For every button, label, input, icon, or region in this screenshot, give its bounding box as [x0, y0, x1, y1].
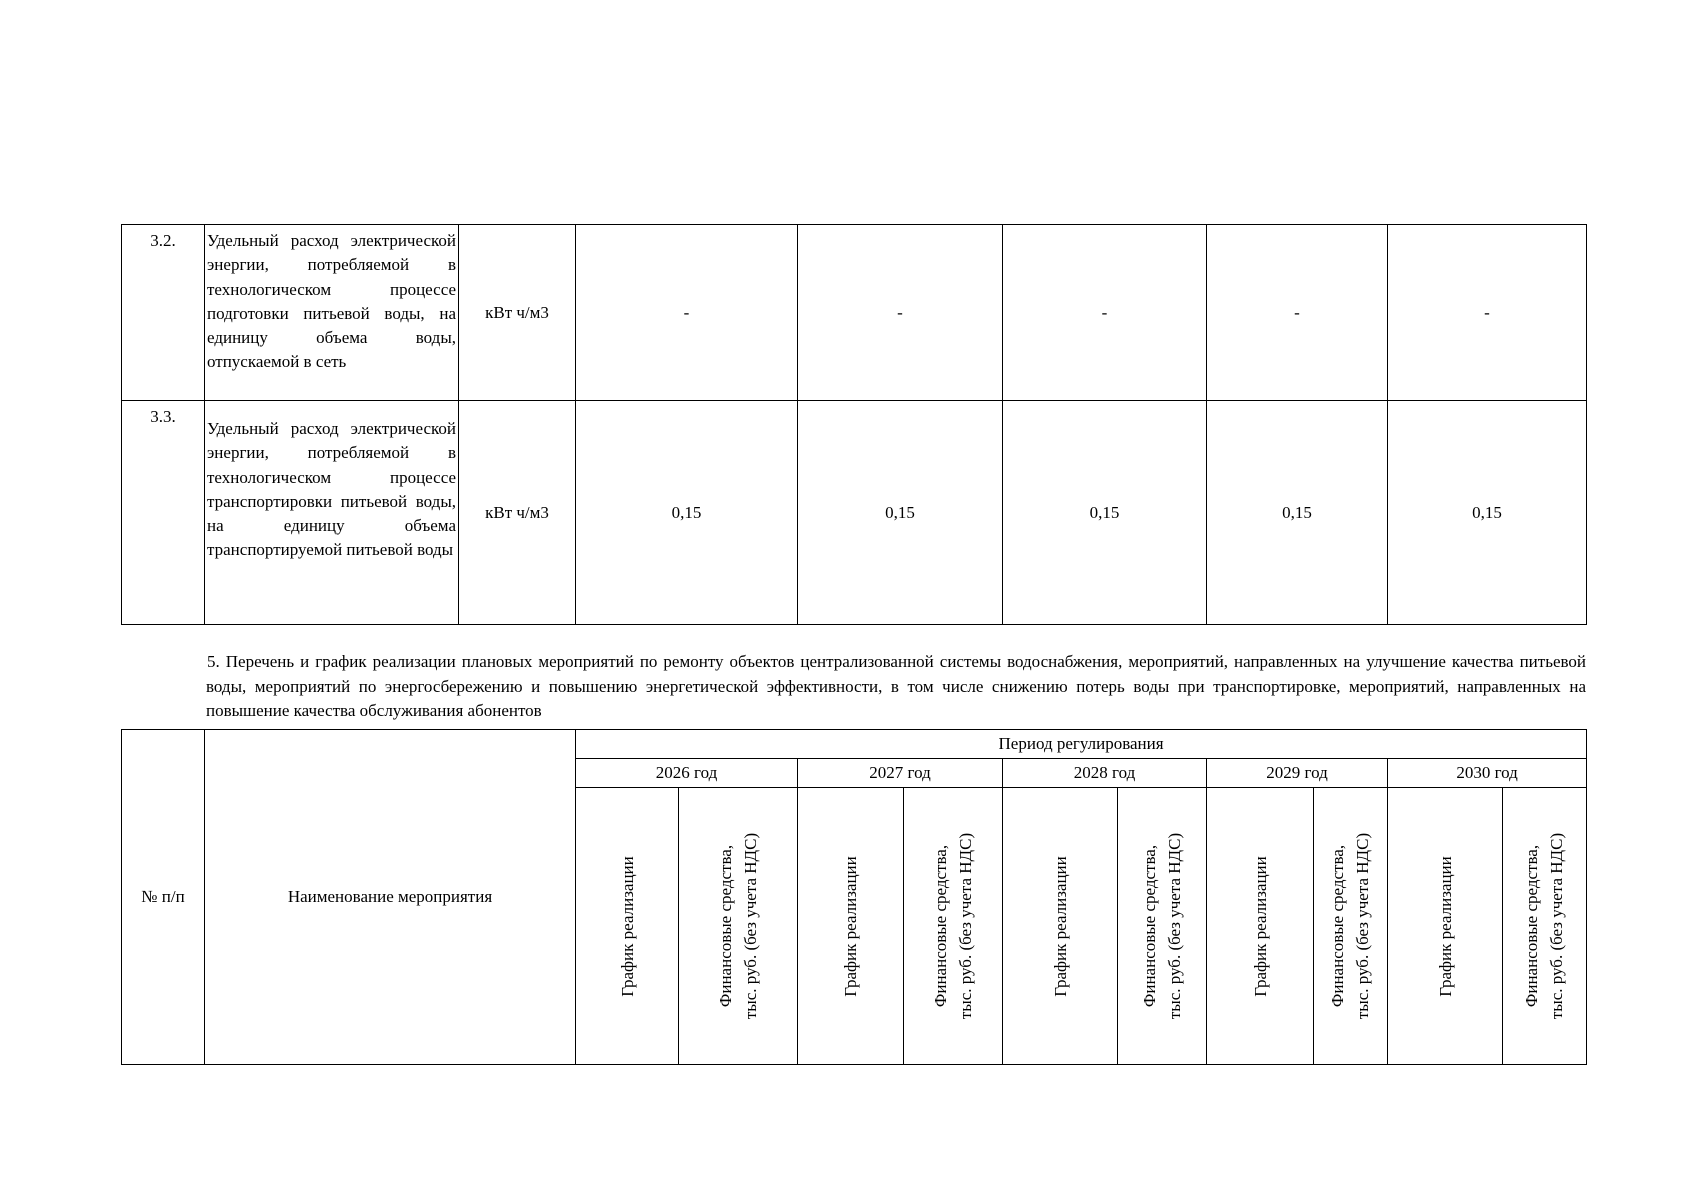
- value-cell: 0,15: [1003, 401, 1207, 625]
- value-cell: 0,15: [1388, 401, 1587, 625]
- year-header-2030: 2030 год: [1388, 759, 1587, 788]
- subheader-finance: Финансовые средства, тыс. руб. (без учета НДС): [904, 788, 1003, 1065]
- row-number: 3.3.: [122, 401, 205, 625]
- indicator-name: Удельный расход электрической энергии, потребляемой в технологическом процессе транспортировки питьевой воды, на единицу объема транспортируемой питьевой воды: [205, 401, 459, 625]
- value-cell: -: [576, 225, 798, 401]
- subheader-schedule: График реализации: [1207, 788, 1314, 1065]
- column-header-name: Наименование мероприятия: [205, 730, 576, 1065]
- year-header-2028: 2028 год: [1003, 759, 1207, 788]
- unit-cell: кВт ч/м3: [459, 401, 576, 625]
- column-header-number: № п/п: [122, 730, 205, 1065]
- indicators-table: [121, 224, 1587, 625]
- section-5-heading: 5. Перечень и график реализации плановых мероприятий по ремонту объектов централизованной системы водоснабжения, мероприятий, направленных на улучшение качества питьевой воды, мероприятий по энергосбережению и повышению энергетической эффективности, в том числе снижению потерь воды при транспортировке, мероприятий, направленных на повышение качества обслуживания абонентов: [206, 652, 1586, 720]
- unit-cell: кВт ч/м3: [459, 225, 576, 401]
- row-number: 3.2.: [122, 225, 205, 401]
- subheader-finance: Финансовые средства, тыс. руб. (без учета НДС): [679, 788, 798, 1065]
- subheader-schedule: График реализации: [576, 788, 679, 1065]
- indicator-name: Удельный расход электрической энергии, потребляемой в технологическом процессе подготовки питьевой воды, на единицу объема воды, отпускаемой в сеть: [205, 225, 459, 401]
- value-cell: -: [1207, 225, 1388, 401]
- year-header-2026: 2026 год: [576, 759, 798, 788]
- subheader-schedule: График реализации: [1003, 788, 1118, 1065]
- subheader-schedule: График реализации: [798, 788, 904, 1065]
- value-cell: 0,15: [1207, 401, 1388, 625]
- table-row: [122, 401, 1587, 625]
- value-cell: 0,15: [798, 401, 1003, 625]
- year-header-2027: 2027 год: [798, 759, 1003, 788]
- subheader-schedule: График реализации: [1388, 788, 1503, 1065]
- value-cell: -: [1388, 225, 1587, 401]
- subheader-finance: Финансовые средства, тыс. руб. (без учета НДС): [1118, 788, 1207, 1065]
- subheader-finance: Финансовые средства, тыс. руб. (без учета НДС): [1314, 788, 1388, 1065]
- measures-table: [121, 729, 1587, 1065]
- table-row: [122, 225, 1587, 401]
- value-cell: -: [1003, 225, 1207, 401]
- header-row-period: [122, 730, 1587, 759]
- period-header: Период регулирования: [576, 730, 1587, 759]
- value-cell: 0,15: [576, 401, 798, 625]
- year-header-2029: 2029 год: [1207, 759, 1388, 788]
- subheader-finance: Финансовые средства, тыс. руб. (без учета НДС): [1503, 788, 1587, 1065]
- value-cell: -: [798, 225, 1003, 401]
